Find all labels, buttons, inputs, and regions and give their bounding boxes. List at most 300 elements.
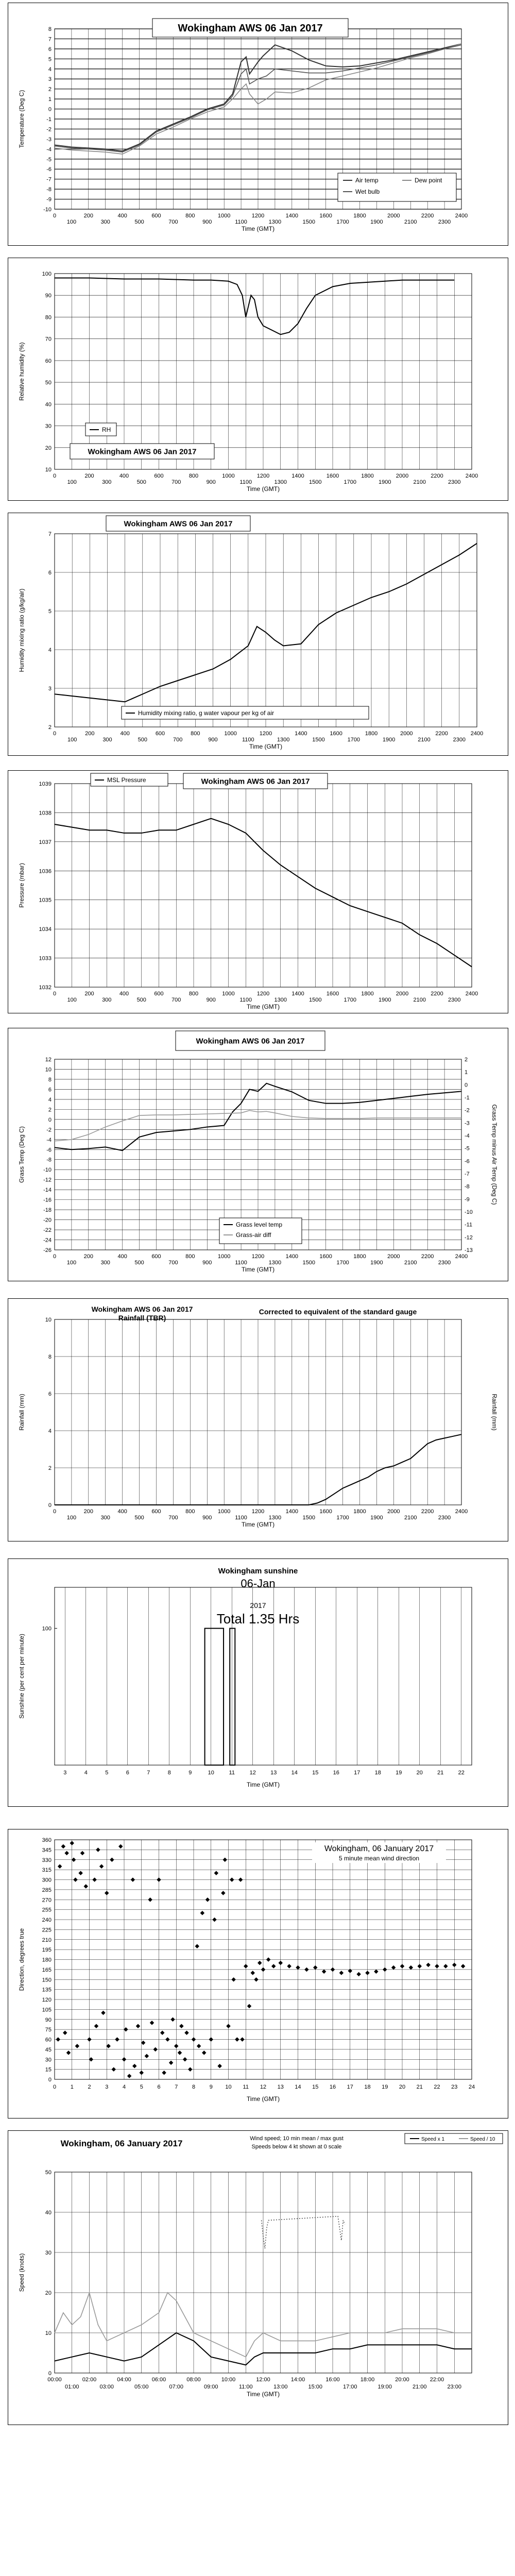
x-tick-label: 1900 <box>370 1515 383 1521</box>
y2-axis-label: Rainfall (mm) <box>491 1394 498 1431</box>
chart-6 <box>8 1559 508 1806</box>
x-tick-label: 08:00 <box>186 2377 201 2383</box>
sunshine-chart-panel <box>8 1558 508 1807</box>
x-tick-label: 1800 <box>361 991 374 997</box>
chart-1 <box>8 258 508 500</box>
y-tick-label: 100 <box>42 1625 52 1632</box>
y-axis-label: Relative humidity (%) <box>18 342 25 401</box>
x-tick-label: 14 <box>295 2084 301 2090</box>
x-tick-label: 1 <box>70 2084 74 2090</box>
x-tick-label: 400 <box>119 473 129 479</box>
legend-label: Speed x 1 <box>421 2137 445 2142</box>
humidity-chart-panel <box>8 258 508 501</box>
x-tick-label: 17 <box>354 1770 360 1776</box>
y-tick-label: -1 <box>46 116 52 123</box>
y-tick-label: 1033 <box>39 955 52 962</box>
x-tick-label: 11 <box>243 2084 249 2090</box>
y-tick-label: 4 <box>48 1428 52 1434</box>
x-tick-label: 2400 <box>455 1253 468 1260</box>
wind-speed-chart-panel <box>8 2130 508 2425</box>
chart-title: Wokingham sunshine <box>218 1567 298 1575</box>
y-tick-label: 165 <box>42 1967 52 1973</box>
x-tick-label: 18 <box>374 1770 381 1776</box>
y-tick-label: 0 <box>48 1116 52 1123</box>
x-tick-label: 400 <box>119 991 129 997</box>
x-tick-label: 900 <box>208 737 218 743</box>
x-tick-label: 1100 <box>242 737 254 743</box>
x-tick-label: 100 <box>66 1260 77 1266</box>
y-tick-label: 30 <box>45 423 52 430</box>
chart-subtitle: Rainfall (TBR) <box>118 1314 166 1322</box>
x-tick-label: 15 <box>312 2084 319 2090</box>
x-tick-label: 2300 <box>448 997 461 1003</box>
x-tick-label: 5 <box>105 1770 109 1776</box>
x-tick-label: 1300 <box>277 737 290 743</box>
chart-7 <box>8 1829 508 2118</box>
x-tick-label: 1500 <box>312 737 325 743</box>
x-tick-label: 700 <box>168 1515 178 1521</box>
x-tick-label: 100 <box>67 737 77 743</box>
x-tick-label: 2400 <box>455 1509 468 1515</box>
x-tick-label: 2200 <box>431 473 443 479</box>
x-tick-label: 9 <box>188 1770 192 1776</box>
y-tick-label: 285 <box>42 1887 52 1893</box>
x-tick-label: 3 <box>105 2084 109 2090</box>
x-tick-label: 10 <box>225 2084 232 2090</box>
y-tick-label: 6 <box>48 570 52 576</box>
legend-label: Dew point <box>415 177 442 184</box>
y-tick-label: 60 <box>45 358 52 364</box>
chart-title: Wokingham AWS 06 Jan 2017 <box>91 1305 193 1313</box>
x-tick-label: 02:00 <box>82 2377 97 2383</box>
x-tick-label: 900 <box>202 219 212 225</box>
y-tick-label: 10 <box>45 1066 52 1073</box>
x-tick-label: 13 <box>277 2084 284 2090</box>
x-tick-label: 1500 <box>309 479 322 485</box>
y-axis-label: Speed (knots) <box>18 2253 25 2292</box>
y-tick-label: 30 <box>45 2057 52 2063</box>
x-tick-label: 13 <box>270 1770 277 1776</box>
x-tick-label: 23:00 <box>447 2384 462 2390</box>
x-tick-label: 14:00 <box>290 2377 305 2383</box>
x-tick-label: 900 <box>202 1515 212 1521</box>
x-tick-label: 500 <box>134 1260 144 1266</box>
x-tick-label: 100 <box>66 1515 77 1521</box>
x-tick-label: 2100 <box>404 1515 417 1521</box>
x-tick-label: 2000 <box>396 991 409 997</box>
y-tick-label: 1032 <box>39 985 52 991</box>
y-tick-label: 0 <box>48 1502 52 1509</box>
y-tick-label: 10 <box>45 1317 52 1323</box>
x-tick-label: 21 <box>416 2084 423 2090</box>
x-tick-label: 6 <box>157 2084 161 2090</box>
x-tick-label: 0 <box>53 731 57 737</box>
y-tick-label: -10 <box>43 1167 52 1174</box>
x-axis-label: Time (GMT) <box>241 225 275 232</box>
x-tick-label: 12 <box>260 2084 267 2090</box>
x-tick-label: 2000 <box>396 473 409 479</box>
y2-tick-label: -2 <box>465 1107 470 1114</box>
y-tick-label: 20 <box>45 2290 52 2296</box>
x-tick-label: 1300 <box>268 1515 282 1521</box>
x-tick-label: 600 <box>155 731 165 737</box>
x-tick-label: 4 <box>84 1770 88 1776</box>
x-tick-label: 600 <box>154 473 164 479</box>
chart-title: Wokingham AWS 06 Jan 2017 <box>178 23 323 35</box>
y-tick-label: 50 <box>45 380 52 386</box>
y-tick-label: 4 <box>48 1096 52 1103</box>
y-tick-label: -8 <box>46 1157 52 1163</box>
chart-3 <box>8 771 508 1013</box>
x-tick-label: 1700 <box>336 219 349 225</box>
y-tick-label: -7 <box>46 176 52 183</box>
x-tick-label: 2400 <box>465 991 478 997</box>
x-tick-label: 21 <box>437 1770 444 1776</box>
x-tick-label: 1400 <box>285 1253 299 1260</box>
x-tick-label: 0 <box>53 2084 57 2090</box>
x-tick-label: 2 <box>88 2084 91 2090</box>
x-tick-label: 700 <box>168 1260 178 1266</box>
x-tick-label: 13:00 <box>273 2384 288 2390</box>
x-tick-label: 1400 <box>285 1509 299 1515</box>
chart-subtitle-2: Speeds below 4 kt shown at 0 scale <box>251 2144 342 2150</box>
y-tick-label: 330 <box>42 1857 52 1863</box>
y2-tick-label: -4 <box>465 1133 470 1139</box>
x-tick-label: 800 <box>188 991 199 997</box>
x-tick-label: 1600 <box>319 1509 332 1515</box>
x-tick-label: 500 <box>136 997 146 1003</box>
x-tick-label: 1900 <box>379 479 391 485</box>
x-tick-label: 6 <box>126 1770 129 1776</box>
y-tick-label: 1034 <box>39 926 52 933</box>
rainfall-chart-panel <box>8 1298 508 1541</box>
x-tick-label: 200 <box>84 473 94 479</box>
x-tick-label: 100 <box>67 997 77 1003</box>
x-tick-label: 1600 <box>326 473 339 479</box>
x-tick-label: 900 <box>202 1260 212 1266</box>
y-tick-label: 15 <box>45 2066 52 2073</box>
x-tick-label: 1300 <box>268 219 282 225</box>
x-tick-label: 1500 <box>302 1260 315 1266</box>
x-tick-label: 2100 <box>404 219 417 225</box>
x-tick-label: 300 <box>102 737 112 743</box>
y2-tick-label: 0 <box>465 1082 468 1089</box>
mixing-ratio-chart-panel <box>8 513 508 756</box>
y-tick-label: 240 <box>42 1917 52 1923</box>
x-tick-label: 1800 <box>365 731 378 737</box>
x-tick-label: 2400 <box>465 473 478 479</box>
x-tick-label: 2200 <box>421 213 434 219</box>
y-tick-label: -6 <box>46 166 52 173</box>
chart-subtitle: 5 minute mean wind direction <box>338 1855 420 1862</box>
x-tick-label: 12 <box>249 1770 256 1776</box>
x-tick-label: 1100 <box>235 1515 247 1521</box>
x-tick-label: 900 <box>206 997 216 1003</box>
x-tick-label: 400 <box>117 1509 127 1515</box>
x-tick-label: 2000 <box>387 1253 400 1260</box>
y-tick-label: 30 <box>45 2250 52 2256</box>
y-tick-label: 90 <box>45 293 52 299</box>
y-tick-label: 300 <box>42 1877 52 1884</box>
y-tick-label: 3 <box>48 686 52 692</box>
x-tick-label: 2200 <box>431 991 443 997</box>
x-tick-label: 20 <box>416 1770 423 1776</box>
x-tick-label: 1100 <box>235 1260 247 1266</box>
y-tick-label: 150 <box>42 1977 52 1984</box>
y-tick-label: 0 <box>48 106 52 113</box>
x-axis-label: Time (GMT) <box>246 485 280 493</box>
chart-title: Wokingham AWS 06 Jan 2017 <box>88 447 197 456</box>
y-tick-label: -12 <box>43 1177 52 1183</box>
y-tick-label: 1038 <box>39 810 52 817</box>
x-tick-label: 1800 <box>353 1253 366 1260</box>
y-tick-label: 6 <box>48 1087 52 1093</box>
y2-tick-label: -5 <box>465 1145 470 1152</box>
x-tick-label: 2100 <box>413 997 426 1003</box>
x-tick-label: 1900 <box>370 219 383 225</box>
x-tick-label: 300 <box>102 479 112 485</box>
x-tick-label: 1000 <box>217 213 231 219</box>
x-tick-label: 2300 <box>438 219 451 225</box>
y-tick-label: 4 <box>48 66 52 73</box>
y-tick-label: 50 <box>45 2170 52 2176</box>
x-tick-label: 2200 <box>421 1253 434 1260</box>
y-tick-label: 100 <box>42 271 52 277</box>
x-tick-label: 1500 <box>309 997 322 1003</box>
grass-temp-chart-panel <box>8 1028 508 1281</box>
y-tick-label: 5 <box>48 56 52 63</box>
x-tick-label: 1000 <box>224 731 237 737</box>
x-tick-label: 2400 <box>455 213 468 219</box>
x-tick-label: 1700 <box>336 1260 349 1266</box>
y-tick-label: -10 <box>43 207 52 213</box>
y2-tick-label: -6 <box>465 1158 470 1165</box>
y2-tick-label: -9 <box>465 1196 470 1203</box>
x-tick-label: 1200 <box>251 213 265 219</box>
y-tick-label: 195 <box>42 1947 52 1954</box>
x-tick-label: 22 <box>458 1770 465 1776</box>
x-tick-label: 500 <box>134 219 144 225</box>
y-tick-label: 1035 <box>39 897 52 904</box>
x-tick-label: 2200 <box>421 1509 434 1515</box>
x-tick-label: 1900 <box>382 737 396 743</box>
x-tick-label: 700 <box>168 219 178 225</box>
x-tick-label: 1900 <box>379 997 391 1003</box>
x-tick-label: 2000 <box>387 213 400 219</box>
x-tick-label: 2000 <box>400 731 413 737</box>
y-tick-label: 1037 <box>39 839 52 845</box>
y2-tick-label: -3 <box>465 1120 470 1127</box>
x-tick-label: 19 <box>396 1770 402 1776</box>
x-tick-label: 23 <box>451 2084 458 2090</box>
x-tick-label: 0 <box>53 991 57 997</box>
y2-tick-label: -7 <box>465 1171 470 1177</box>
x-tick-label: 15 <box>312 1770 319 1776</box>
x-tick-label: 19 <box>382 2084 388 2090</box>
chart-subtitle: 06-Jan <box>241 1577 276 1590</box>
x-tick-label: 600 <box>151 213 161 219</box>
x-tick-label: 1200 <box>251 1509 265 1515</box>
x-tick-label: 1000 <box>217 1253 231 1260</box>
x-tick-label: 500 <box>138 737 148 743</box>
x-axis-label: Time (GMT) <box>249 743 283 750</box>
x-tick-label: 2400 <box>470 731 484 737</box>
y2-tick-label: -10 <box>465 1209 473 1215</box>
pressure-chart-panel <box>8 770 508 1013</box>
x-tick-label: 200 <box>83 213 94 219</box>
x-tick-label: 14 <box>291 1770 298 1776</box>
x-tick-label: 20:00 <box>395 2377 409 2383</box>
x-tick-label: 0 <box>53 213 57 219</box>
x-tick-label: 200 <box>84 991 94 997</box>
x-tick-label: 11 <box>229 1770 235 1776</box>
chart-title: Wokingham, 06 January 2017 <box>324 1844 434 1853</box>
x-tick-label: 1100 <box>235 219 247 225</box>
x-tick-label: 600 <box>154 991 164 997</box>
y2-tick-label: -11 <box>465 1222 473 1228</box>
chart-title: Wokingham AWS 06 Jan 2017 <box>201 777 310 786</box>
x-tick-label: 2100 <box>404 1260 417 1266</box>
legend-label: Speed / 10 <box>470 2137 495 2142</box>
x-tick-label: 2100 <box>413 479 426 485</box>
y2-tick-label: -1 <box>465 1095 470 1101</box>
y-tick-label: 6 <box>48 46 52 53</box>
x-tick-label: 1100 <box>239 997 252 1003</box>
x-tick-label: 16 <box>329 2084 336 2090</box>
x-tick-label: 9 <box>209 2084 213 2090</box>
x-tick-label: 0 <box>53 1509 57 1515</box>
chart-title: Wokingham AWS 06 Jan 2017 <box>196 1037 305 1046</box>
y-tick-label: 270 <box>42 1897 52 1904</box>
x-tick-label: 5 <box>140 2084 143 2090</box>
x-tick-label: 7 <box>175 2084 178 2090</box>
legend-label: Air temp <box>355 177 379 184</box>
x-tick-label: 19:00 <box>377 2384 392 2390</box>
x-tick-label: 1000 <box>222 473 235 479</box>
y2-tick-label: -8 <box>465 1183 470 1190</box>
x-tick-label: 4 <box>122 2084 126 2090</box>
y-tick-label: 3 <box>48 76 52 83</box>
x-tick-label: 300 <box>100 219 110 225</box>
y-tick-label: -20 <box>43 1217 52 1224</box>
y2-axis-label: Grass Temp minus Air Temp (Deg C) <box>491 1104 498 1205</box>
x-tick-label: 1700 <box>344 479 356 485</box>
x-tick-label: 1000 <box>222 991 235 997</box>
x-tick-label: 1300 <box>274 997 287 1003</box>
y2-tick-label: 2 <box>465 1057 468 1063</box>
y-tick-label: 225 <box>42 1927 52 1934</box>
x-tick-label: 1600 <box>326 991 339 997</box>
y-tick-label: 2 <box>48 86 52 93</box>
x-tick-label: 15:00 <box>308 2384 323 2390</box>
legend-label: MSL Pressure <box>107 776 146 784</box>
y-tick-label: 0 <box>48 2370 52 2377</box>
y-tick-label: -18 <box>43 1207 52 1214</box>
x-tick-label: 1700 <box>344 997 356 1003</box>
x-tick-label: 1200 <box>256 991 270 997</box>
x-tick-label: 1000 <box>217 1509 231 1515</box>
x-tick-label: 1800 <box>353 1509 366 1515</box>
x-tick-label: 700 <box>171 997 181 1003</box>
y-tick-label: -14 <box>43 1187 52 1194</box>
x-tick-label: 0 <box>53 1253 57 1260</box>
y-tick-label: 40 <box>45 2210 52 2216</box>
x-tick-label: 1600 <box>319 1253 332 1260</box>
y-tick-label: 6 <box>48 1391 52 1397</box>
x-tick-label: 1200 <box>259 731 272 737</box>
y-axis-label: Pressure (mbar) <box>18 863 25 908</box>
x-tick-label: 1500 <box>302 1515 315 1521</box>
x-tick-label: 07:00 <box>169 2384 184 2390</box>
y-axis-label: Temperature (Deg C) <box>18 90 25 148</box>
x-tick-label: 21:00 <box>412 2384 427 2390</box>
x-tick-label: 400 <box>117 1253 127 1260</box>
x-tick-label: 800 <box>191 731 200 737</box>
x-tick-label: 800 <box>185 213 195 219</box>
x-tick-label: 1400 <box>291 473 304 479</box>
x-tick-label: 2300 <box>448 479 461 485</box>
x-tick-label: 2200 <box>435 731 448 737</box>
y-axis-label: Humidity mixing ratio (g/kg/air) <box>18 588 25 672</box>
chart-4 <box>8 1028 508 1281</box>
y-tick-label: -8 <box>46 187 52 193</box>
chart-annotation: Corrected to equivalent of the standard gauge <box>259 1308 417 1316</box>
x-tick-label: 900 <box>206 479 216 485</box>
x-tick-label: 2300 <box>438 1260 451 1266</box>
y-axis-label: Sunshine (per cent per minute) <box>18 1634 25 1719</box>
x-tick-label: 100 <box>67 479 77 485</box>
x-axis-label: Time (GMT) <box>246 1003 280 1010</box>
y-tick-label: 80 <box>45 314 52 321</box>
y-tick-label: 20 <box>45 445 52 451</box>
x-axis-label: Time (GMT) <box>246 2095 280 2103</box>
y-axis-label: Direction, degrees true <box>18 1928 25 1991</box>
x-tick-label: 1200 <box>251 1253 265 1260</box>
x-tick-label: 03:00 <box>99 2384 114 2390</box>
y2-tick-label: 1 <box>465 1069 468 1076</box>
x-tick-label: 16:00 <box>325 2377 340 2383</box>
x-tick-label: 8 <box>192 2084 196 2090</box>
x-tick-label: 300 <box>102 997 112 1003</box>
y-tick-label: 90 <box>45 2016 52 2023</box>
chart-8 <box>8 2131 508 2425</box>
x-tick-label: 1600 <box>330 731 342 737</box>
x-tick-label: 600 <box>151 1253 161 1260</box>
y-tick-label: 315 <box>42 1867 52 1874</box>
x-tick-label: 1600 <box>319 213 332 219</box>
x-tick-label: 200 <box>83 1509 94 1515</box>
x-axis-label: Time (GMT) <box>241 1521 275 1528</box>
x-tick-label: 3 <box>63 1770 67 1776</box>
y-tick-label: -24 <box>43 1237 52 1244</box>
x-tick-label: 05:00 <box>134 2384 149 2390</box>
chart-subtitle: Wind speed; 10 min mean / max gust <box>250 2136 344 2142</box>
x-tick-label: 700 <box>171 479 181 485</box>
chart-5 <box>8 1299 508 1541</box>
chart-year: 2017 <box>250 1601 266 1609</box>
x-tick-label: 400 <box>117 213 127 219</box>
y-tick-label: -16 <box>43 1197 52 1204</box>
x-tick-label: 300 <box>100 1260 110 1266</box>
x-tick-label: 800 <box>185 1253 195 1260</box>
y-tick-label: 70 <box>45 336 52 343</box>
y-tick-label: -26 <box>43 1247 52 1253</box>
x-tick-label: 100 <box>66 219 77 225</box>
x-tick-label: 0 <box>53 473 57 479</box>
chart-total: Total 1.35 Hrs <box>216 1611 300 1626</box>
chart-2 <box>8 513 508 755</box>
y-tick-label: 2 <box>48 1107 52 1113</box>
